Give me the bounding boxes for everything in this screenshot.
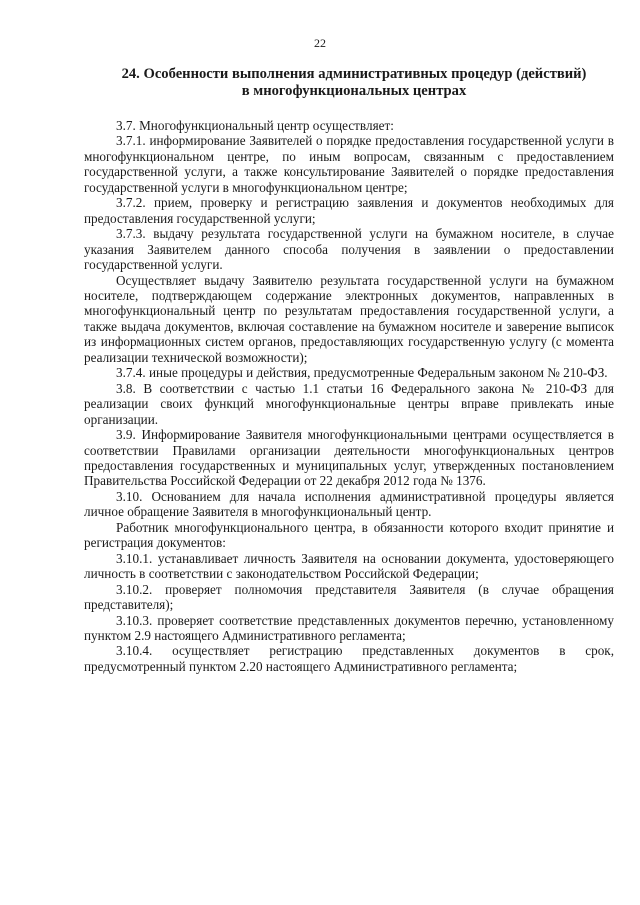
paragraph-3-7-4: 3.7.4. иные процедуры и действия, предусмотренные Федеральным законом № 210-ФЗ. (116, 365, 608, 381)
section-heading (84, 66, 624, 100)
paragraph-3-10: 3.10. Основанием для начала исполнения административной процедуры является личное обращение Заявителя в многофункциональный центр. (84, 488, 614, 520)
document-body (84, 118, 614, 674)
paragraph-3-8: 3.8. В соответствии с частью 1.1 статьи 16 Федерального закона № 210-ФЗ для реализации своих функций многофункциональные центры вправе привлекать иные организации. (84, 380, 614, 427)
paragraph-3-7-3: 3.7.3. выдачу результата государственной услуги на бумажном носителе, в случае указания Заявителем данного способа получения в заявлении о предоставлении государственной услуги. (84, 226, 614, 273)
section-heading-line-2: в многофункциональных центрах (241, 83, 467, 99)
paragraph-issuance: Осуществляет выдачу Заявителю результата государственной услуги на бумажном носителе, подтверждающем содержание электронных документов, направленных в многофункциональный центр по результатам предоставления государственной услуги, а также выдача документов, включая составление на бумажном носителе и заверение выписок из информационных систем органов, предоставляющих государственную услугу (с момента реализации технической возможности); (84, 272, 614, 365)
paragraph-worker: Работник многофункционального центра, в обязанности которого входит принятие и регистрация документов: (84, 519, 614, 551)
paragraph-3-9: 3.9. Информирование Заявителя многофункциональными центрами осуществляется в соответствии Правилами организации деятельности многофункциональных центров предоставления государственных и муниципальных услуг, утвержденных постановлением Правительства Российской Федерации от 22 декабря 2012 года № 1376. (84, 427, 614, 489)
paragraph-3-7-1: 3.7.1. информирование Заявителей о порядке предоставления государственной услуги в многофункциональном центре, по иным вопросам, связанным с предоставлением государственной услуги, а также консультирование Заявителей о порядке предоставления государственной услуги в многофункциональном центре; (84, 133, 614, 195)
paragraph-3-10-4: 3.10.4. осуществляет регистрацию представленных документов в срок, предусмотренный пунктом 2.20 настоящего Административного регламента; (84, 643, 614, 674)
paragraph-3-10-2: 3.10.2. проверяет полномочия представителя Заявителя (в случае обращения представителя); (84, 581, 614, 613)
paragraph-3-10-3: 3.10.3. проверяет соответствие представленных документов перечню, установленному пунктом 2.9 настоящего Административного регламента; (84, 612, 614, 643)
paragraph-3-10-1: 3.10.1. устанавливает личность Заявителя на основании документа, удостоверяющего личность в соответствии с законодательством Российской Федерации; (84, 550, 614, 582)
page-number: 22 (314, 36, 326, 50)
section-heading-line-1: 24. Особенности выполнения административных процедур (действий) (121, 66, 587, 82)
paragraph-3-7: 3.7. Многофункциональный центр осуществляет: (116, 118, 394, 133)
paragraph-3-7-2: 3.7.2. прием, проверку и регистрацию заявления и документов необходимых для предоставления государственной услуги; (84, 195, 614, 226)
